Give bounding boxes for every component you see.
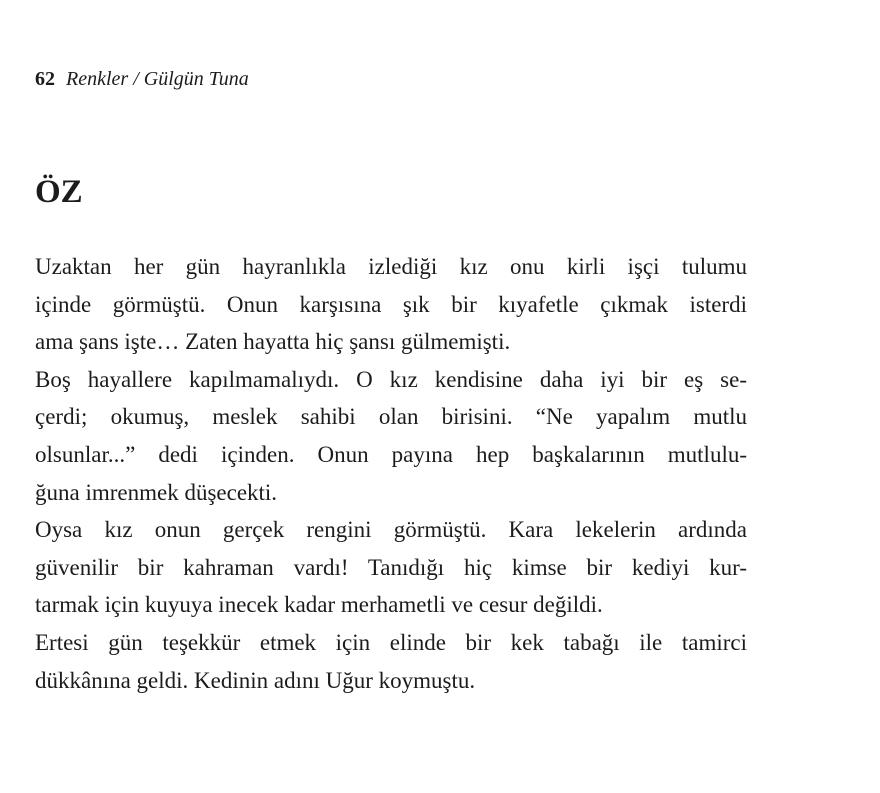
text-line: içinde görmüştü. Onun karşısına şık bir kıyafetle çıkmak isterdi [35,291,747,317]
text-line: Oysa kız onun gerçek rengini görmüştü. Kara lekelerin ardında [35,517,747,543]
page-number: 62 [35,68,55,90]
text-line: güvenilir bir kahraman vardı! Tanıdığı hiç kimse bir kediyi kur- [35,554,747,580]
text-line: Uzaktan her gün hayranlıkla izlediği kız onu kirli işçi tulumu [35,254,747,279]
running-header [35,66,249,92]
text-line: olsunlar...” dedi içinden. Onun payına hep başkalarının mutlulu- [35,441,747,467]
body-text [35,248,747,699]
text-line: çerdi; okumuş, meslek sahibi olan birisini. “Ne yapalım mutlu [35,404,747,430]
text-line: dükkânına geldi. Kedinin adını Uğur koymuştu. [35,667,476,693]
text-line: ğuna imrenmek düşecekti. [35,479,278,505]
chapter-title: ÖZ [35,174,83,210]
running-title: Renkler / Gülgün Tuna [66,68,249,90]
text-line: ama şans işte… Zaten hayatta hiç şansı gülmemişti. [35,329,511,355]
text-line: tarmak için kuyuya inecek kadar merhametli ve cesur değildi. [35,592,603,618]
text-line: Ertesi gün teşekkür etmek için elinde bir kek tabağı ile tamirci [35,629,747,655]
text-line: Boş hayallere kapılmamalıydı. O kız kendisine daha iyi bir eş se- [35,366,747,392]
